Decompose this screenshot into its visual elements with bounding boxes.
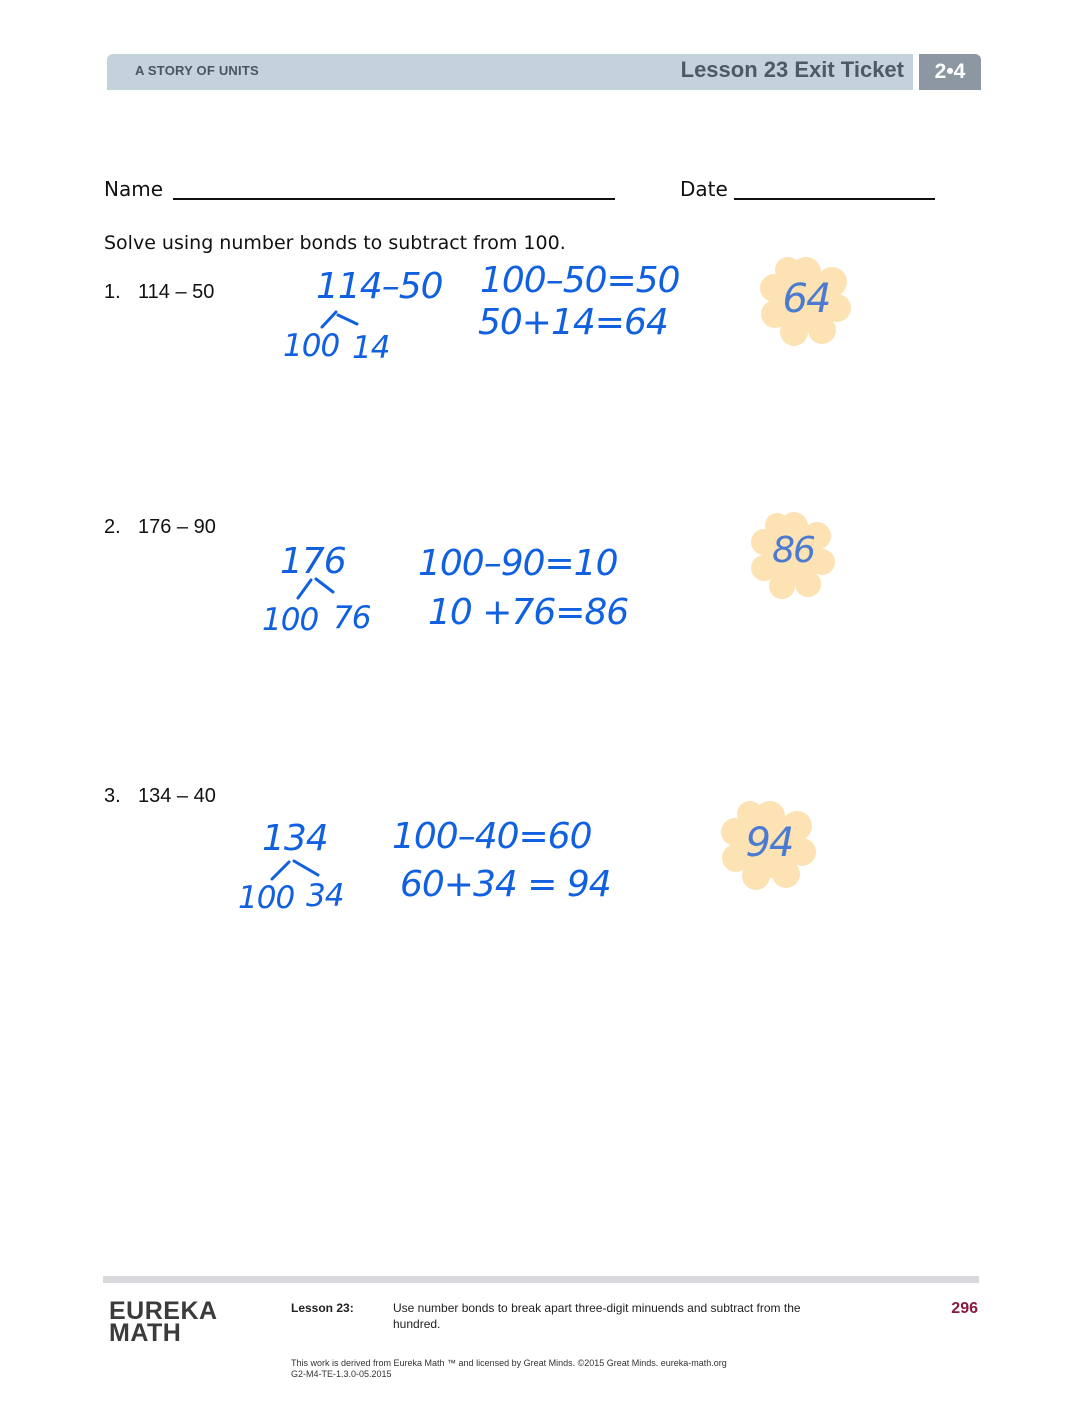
logo-line-2: MATH: [109, 1319, 182, 1347]
footer-lesson-label: Lesson 23:: [291, 1301, 354, 1315]
problem-number: 2.: [104, 516, 121, 538]
step1-2: 100–90=10: [418, 543, 618, 584]
eureka-math-logo: [109, 1297, 218, 1347]
license-text: [291, 1358, 727, 1380]
footer-rule: [103, 1276, 979, 1283]
problem-expression: 114 – 50: [138, 281, 215, 303]
instruction: Solve using number bonds to subtract from 100.: [104, 232, 566, 254]
document-code: G2-M4-TE-1.3.0-05.2015: [291, 1369, 392, 1379]
answer-1: 64: [782, 276, 830, 322]
step1-1: 100–50=50: [480, 260, 680, 301]
bond-whole-1: 114–50: [316, 266, 443, 307]
module-badge: 2•4: [919, 54, 981, 90]
bond-part-b-1: 14: [352, 330, 390, 366]
bond-whole-2: 176: [280, 541, 346, 582]
step2-2: 10 +76=86: [428, 592, 629, 633]
bond-part-a-1: 100: [283, 328, 340, 364]
bond-part-a-3: 100: [238, 880, 295, 916]
problem-number: 1.: [104, 281, 121, 303]
bond-part-a-2: 100: [262, 602, 319, 638]
bond-part-b-3: 34: [306, 878, 344, 914]
answer-2: 86: [772, 530, 814, 571]
problem-number: 3.: [104, 785, 121, 807]
problem-expression: 176 – 90: [138, 516, 216, 538]
bond-branch-left-1: [322, 312, 336, 327]
series-title: A STORY OF UNITS: [135, 63, 259, 78]
step1-3: 100–40=60: [392, 816, 592, 857]
logo-line-1: EUREKA: [109, 1297, 218, 1325]
bond-whole-3: 134: [262, 818, 328, 859]
answer-3: 94: [745, 820, 793, 866]
lesson-title: Lesson 23 Exit Ticket: [680, 57, 904, 82]
footer-lesson-description: Use number bonds to break apart three-digit minuends and subtract from the hundred.: [393, 1301, 801, 1331]
problem-expression: 134 – 40: [138, 785, 216, 807]
step2-1: 50+14=64: [478, 302, 668, 343]
bond-branch-right-1: [338, 315, 357, 324]
bond-branch-right-3: [294, 861, 318, 875]
step2-3: 60+34 = 94: [400, 864, 611, 905]
license-line: This work is derived from Eureka Math ™ and licensed by Great Minds. ©2015 Great Minds. eureka-math.org: [291, 1358, 727, 1368]
page-number: 296: [951, 1300, 978, 1317]
date-label: Date: [680, 177, 728, 201]
name-label: Name: [104, 177, 164, 201]
bond-part-b-2: 76: [333, 600, 371, 636]
bond-branch-left-2: [298, 580, 311, 598]
bond-branch-left-3: [272, 862, 289, 879]
